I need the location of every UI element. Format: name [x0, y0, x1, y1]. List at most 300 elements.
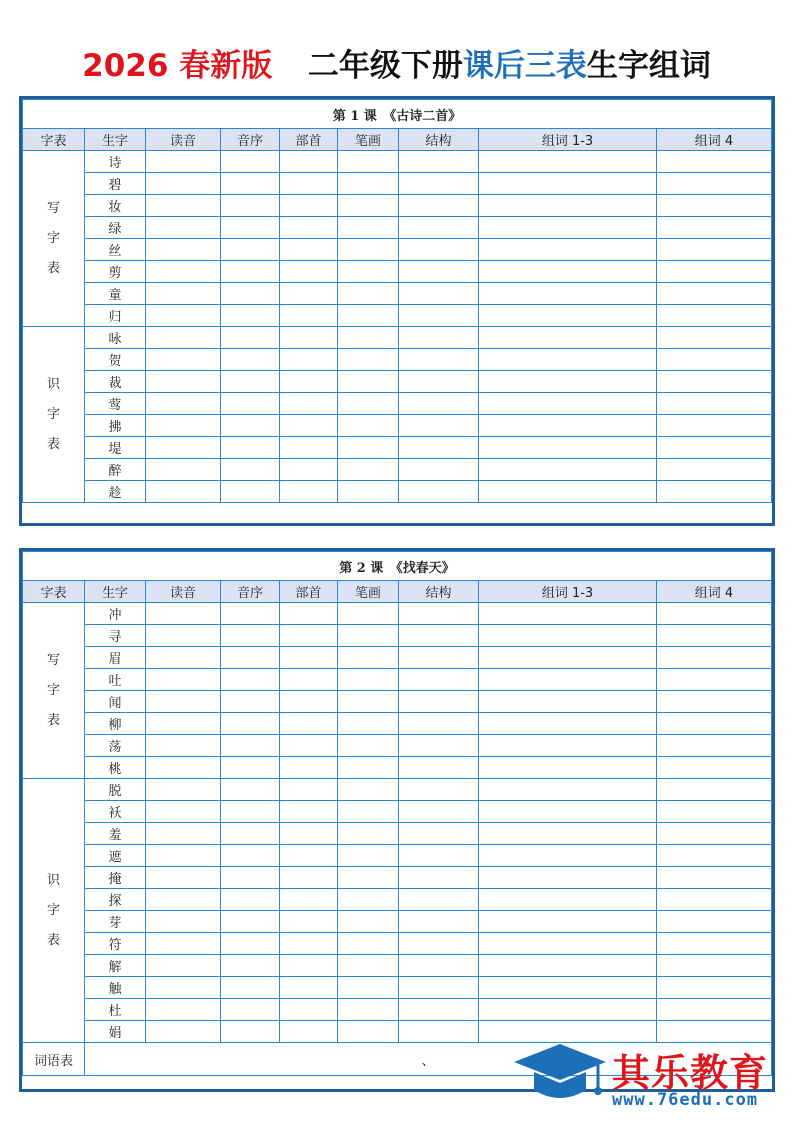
yinxu-cell[interactable] [221, 933, 280, 955]
duyin-cell[interactable] [146, 867, 221, 889]
write-label-char: 表 [46, 712, 60, 728]
zuci-1-3-cell[interactable] [479, 349, 657, 371]
yinxu-cell[interactable] [221, 217, 280, 239]
shengzi-cell: 丝 [85, 239, 146, 261]
yinxu-cell[interactable] [221, 867, 280, 889]
shengzi-cell: 醉 [85, 459, 146, 481]
duyin-cell[interactable] [146, 823, 221, 845]
yinxu-cell[interactable] [221, 437, 280, 459]
zuci-1-3-cell[interactable] [479, 151, 657, 173]
header-shengzi: 生字 [85, 129, 146, 151]
yinxu-cell[interactable] [221, 173, 280, 195]
jiegou-cell[interactable] [399, 437, 479, 459]
zuci-1-3-cell[interactable] [479, 779, 657, 801]
shengzi-cell: 符 [85, 933, 146, 955]
jiegou-cell[interactable] [399, 283, 479, 305]
yinxu-cell[interactable] [221, 691, 280, 713]
jiegou-cell[interactable] [399, 713, 479, 735]
jiegou-cell[interactable] [399, 239, 479, 261]
duyin-cell[interactable] [146, 173, 221, 195]
table-row [23, 625, 772, 647]
read-group-label [23, 327, 85, 503]
jiegou-cell[interactable] [399, 415, 479, 437]
duyin-cell[interactable] [146, 977, 221, 999]
jiegou-cell[interactable] [399, 459, 479, 481]
zuci-1-3-cell[interactable] [479, 867, 657, 889]
write-group-label [23, 603, 85, 779]
yinxu-cell[interactable] [221, 977, 280, 999]
shengzi-cell: 羞 [85, 823, 146, 845]
yinxu-cell[interactable] [221, 889, 280, 911]
jiegou-cell[interactable] [399, 757, 479, 779]
jiegou-cell[interactable] [399, 481, 479, 503]
duyin-cell[interactable] [146, 801, 221, 823]
logo-name: 其乐教育 [612, 1051, 769, 1095]
jiegou-cell[interactable] [399, 261, 479, 283]
header-jiegou: 结构 [399, 129, 479, 151]
duyin-cell[interactable] [146, 757, 221, 779]
jiegou-cell[interactable] [399, 1021, 479, 1043]
bushou-cell[interactable] [280, 823, 338, 845]
zuci-1-3-cell[interactable] [479, 691, 657, 713]
zuci-4-cell[interactable] [657, 217, 772, 239]
bushou-cell[interactable] [280, 283, 338, 305]
bihua-cell[interactable] [338, 349, 399, 371]
jiegou-cell[interactable] [399, 911, 479, 933]
duyin-cell[interactable] [146, 999, 221, 1021]
bushou-cell[interactable] [280, 669, 338, 691]
zuci-1-3-cell[interactable] [479, 305, 657, 327]
shengzi-cell: 柳 [85, 713, 146, 735]
zuci-1-3-cell[interactable] [479, 239, 657, 261]
zuci-1-3-cell[interactable] [479, 999, 657, 1021]
table-row [23, 195, 772, 217]
jiegou-cell[interactable] [399, 801, 479, 823]
duyin-cell[interactable] [146, 955, 221, 977]
bihua-cell[interactable] [338, 603, 399, 625]
bihua-cell[interactable] [338, 305, 399, 327]
yinxu-cell[interactable] [221, 371, 280, 393]
zuci-4-cell[interactable] [657, 305, 772, 327]
zuci-4-cell[interactable] [657, 151, 772, 173]
duyin-cell[interactable] [146, 217, 221, 239]
zuci-1-3-cell[interactable] [479, 173, 657, 195]
bihua-cell[interactable] [338, 371, 399, 393]
zuci-1-3-cell[interactable] [479, 713, 657, 735]
duyin-cell[interactable] [146, 349, 221, 371]
yinxu-cell[interactable] [221, 625, 280, 647]
bushou-cell[interactable] [280, 691, 338, 713]
table-row [23, 801, 772, 823]
duyin-cell[interactable] [146, 889, 221, 911]
zuci-1-3-cell[interactable] [479, 911, 657, 933]
yinxu-cell[interactable] [221, 1021, 280, 1043]
duyin-cell[interactable] [146, 911, 221, 933]
shengzi-cell: 触 [85, 977, 146, 999]
jiegou-cell[interactable] [399, 823, 479, 845]
jiegou-cell[interactable] [399, 349, 479, 371]
bihua-cell[interactable] [338, 1021, 399, 1043]
zuci-1-3-cell[interactable] [479, 977, 657, 999]
bushou-cell[interactable] [280, 911, 338, 933]
duyin-cell[interactable] [146, 779, 221, 801]
zuci-4-cell[interactable] [657, 735, 772, 757]
duyin-cell[interactable] [146, 691, 221, 713]
bihua-cell[interactable] [338, 327, 399, 349]
zuci-1-3-cell[interactable] [479, 823, 657, 845]
zuci-1-3-cell[interactable] [479, 481, 657, 503]
zuci-1-3-cell[interactable] [479, 437, 657, 459]
read-group-label [23, 779, 85, 1043]
zuci-1-3-cell[interactable] [479, 459, 657, 481]
zuci-1-3-cell[interactable] [479, 371, 657, 393]
jiegou-cell[interactable] [399, 735, 479, 757]
bushou-cell[interactable] [280, 371, 338, 393]
zuci-4-cell[interactable] [657, 691, 772, 713]
logo [510, 1040, 785, 1114]
yinxu-cell[interactable] [221, 327, 280, 349]
bushou-cell[interactable] [280, 757, 338, 779]
jiegou-cell[interactable] [399, 217, 479, 239]
lesson1-grid [22, 99, 772, 503]
bushou-cell[interactable] [280, 349, 338, 371]
ciyu-field[interactable]: 、 [85, 1043, 772, 1076]
bihua-cell[interactable] [338, 955, 399, 977]
bushou-cell[interactable] [280, 625, 338, 647]
bushou-cell[interactable] [280, 999, 338, 1021]
yinxu-cell[interactable] [221, 393, 280, 415]
zuci-1-3-cell[interactable] [479, 647, 657, 669]
jiegou-cell[interactable] [399, 845, 479, 867]
bushou-cell[interactable] [280, 977, 338, 999]
jiegou-cell[interactable] [399, 173, 479, 195]
bihua-cell[interactable] [338, 195, 399, 217]
jiegou-cell[interactable] [399, 889, 479, 911]
duyin-cell[interactable] [146, 459, 221, 481]
zuci-1-3-cell[interactable] [479, 195, 657, 217]
yinxu-cell[interactable] [221, 757, 280, 779]
yinxu-cell[interactable] [221, 955, 280, 977]
zuci-4-cell[interactable] [657, 437, 772, 459]
zuci-4-cell[interactable] [657, 801, 772, 823]
write-group-label [23, 151, 85, 327]
bushou-cell[interactable] [280, 393, 338, 415]
zuci-1-3-cell[interactable] [479, 261, 657, 283]
yinxu-cell[interactable] [221, 999, 280, 1021]
jiegou-cell[interactable] [399, 691, 479, 713]
duyin-cell[interactable] [146, 625, 221, 647]
zuci-1-3-cell[interactable] [479, 757, 657, 779]
table-row [23, 713, 772, 735]
bushou-cell[interactable] [280, 481, 338, 503]
table-row [23, 999, 772, 1021]
shengzi-cell: 咏 [85, 327, 146, 349]
bushou-cell[interactable] [280, 933, 338, 955]
duyin-cell[interactable] [146, 393, 221, 415]
bihua-cell[interactable] [338, 713, 399, 735]
duyin-cell[interactable] [146, 669, 221, 691]
zuci-4-cell[interactable] [657, 195, 772, 217]
yinxu-cell[interactable] [221, 801, 280, 823]
bushou-cell[interactable] [280, 437, 338, 459]
bihua-cell[interactable] [338, 999, 399, 1021]
bushou-cell[interactable] [280, 217, 338, 239]
yinxu-cell[interactable] [221, 911, 280, 933]
bihua-cell[interactable] [338, 933, 399, 955]
jiegou-cell[interactable] [399, 151, 479, 173]
bihua-cell[interactable] [338, 415, 399, 437]
bushou-cell[interactable] [280, 647, 338, 669]
zuci-4-cell[interactable] [657, 999, 772, 1021]
duyin-cell[interactable] [146, 151, 221, 173]
bushou-cell[interactable] [280, 603, 338, 625]
lesson2-grid [22, 551, 772, 1076]
read-label-char: 表 [46, 436, 60, 452]
bushou-cell[interactable] [280, 327, 338, 349]
zuci-4-cell[interactable] [657, 757, 772, 779]
bihua-cell[interactable] [338, 217, 399, 239]
jiegou-cell[interactable] [399, 393, 479, 415]
zuci-1-3-cell[interactable] [479, 393, 657, 415]
bushou-cell[interactable] [280, 889, 338, 911]
duyin-cell[interactable] [146, 327, 221, 349]
header-shengzi: 生字 [85, 581, 146, 603]
yinxu-cell[interactable] [221, 603, 280, 625]
table-row [23, 349, 772, 371]
yinxu-cell[interactable] [221, 669, 280, 691]
zuci-4-cell[interactable] [657, 889, 772, 911]
bushou-cell[interactable] [280, 779, 338, 801]
duyin-cell[interactable] [146, 603, 221, 625]
bushou-cell[interactable] [280, 239, 338, 261]
shengzi-cell: 吐 [85, 669, 146, 691]
duyin-cell[interactable] [146, 239, 221, 261]
bushou-cell[interactable] [280, 261, 338, 283]
yinxu-cell[interactable] [221, 845, 280, 867]
header-zuci-4: 组词 4 [657, 581, 772, 603]
shengzi-cell: 拂 [85, 415, 146, 437]
bihua-cell[interactable] [338, 437, 399, 459]
table-row [23, 977, 772, 999]
shengzi-cell: 裁 [85, 371, 146, 393]
duyin-cell[interactable] [146, 845, 221, 867]
header-bihua: 笔画 [338, 581, 399, 603]
duyin-cell[interactable] [146, 481, 221, 503]
jiegou-cell[interactable] [399, 999, 479, 1021]
shengzi-cell: 杜 [85, 999, 146, 1021]
zuci-1-3-cell[interactable] [479, 217, 657, 239]
lesson2-title: 第 2 课 《找春天》 [23, 552, 772, 581]
yinxu-cell[interactable] [221, 713, 280, 735]
bihua-cell[interactable] [338, 801, 399, 823]
jiegou-cell[interactable] [399, 305, 479, 327]
bushou-cell[interactable] [280, 459, 338, 481]
bihua-cell[interactable] [338, 779, 399, 801]
shengzi-cell: 遮 [85, 845, 146, 867]
jiegou-cell[interactable] [399, 625, 479, 647]
zuci-4-cell[interactable] [657, 459, 772, 481]
jiegou-cell[interactable] [399, 669, 479, 691]
yinxu-cell[interactable] [221, 151, 280, 173]
zuci-4-cell[interactable] [657, 283, 772, 305]
bihua-cell[interactable] [338, 393, 399, 415]
bushou-cell[interactable] [280, 845, 338, 867]
duyin-cell[interactable] [146, 305, 221, 327]
zuci-1-3-cell[interactable] [479, 669, 657, 691]
bihua-cell[interactable] [338, 867, 399, 889]
zuci-1-3-cell[interactable] [479, 801, 657, 823]
zuci-4-cell[interactable] [657, 481, 772, 503]
bihua-cell[interactable] [338, 261, 399, 283]
zuci-1-3-cell[interactable] [479, 603, 657, 625]
bushou-cell[interactable] [280, 955, 338, 977]
zuci-1-3-cell[interactable] [479, 845, 657, 867]
bihua-cell[interactable] [338, 151, 399, 173]
bihua-cell[interactable] [338, 977, 399, 999]
table-row [23, 845, 772, 867]
duyin-cell[interactable] [146, 437, 221, 459]
jiegou-cell[interactable] [399, 867, 479, 889]
bihua-cell[interactable] [338, 911, 399, 933]
zuci-4-cell[interactable] [657, 867, 772, 889]
yinxu-cell[interactable] [221, 283, 280, 305]
jiegou-cell[interactable] [399, 933, 479, 955]
zuci-4-cell[interactable] [657, 625, 772, 647]
bihua-cell[interactable] [338, 173, 399, 195]
zuci-4-cell[interactable] [657, 779, 772, 801]
zuci-1-3-cell[interactable] [479, 955, 657, 977]
yinxu-cell[interactable] [221, 647, 280, 669]
bushou-cell[interactable] [280, 151, 338, 173]
yinxu-cell[interactable] [221, 305, 280, 327]
jiegou-cell[interactable] [399, 779, 479, 801]
jiegou-cell[interactable] [399, 647, 479, 669]
bihua-cell[interactable] [338, 889, 399, 911]
bihua-cell[interactable] [338, 625, 399, 647]
yinxu-cell[interactable] [221, 735, 280, 757]
bushou-cell[interactable] [280, 305, 338, 327]
yinxu-cell[interactable] [221, 415, 280, 437]
zuci-4-cell[interactable] [657, 823, 772, 845]
zuci-1-3-cell[interactable] [479, 415, 657, 437]
zuci-4-cell[interactable] [657, 647, 772, 669]
jiegou-cell[interactable] [399, 603, 479, 625]
zuci-4-cell[interactable] [657, 603, 772, 625]
zuci-1-3-cell[interactable] [479, 327, 657, 349]
bihua-cell[interactable] [338, 283, 399, 305]
bihua-cell[interactable] [338, 757, 399, 779]
zuci-4-cell[interactable] [657, 977, 772, 999]
zuci-4-cell[interactable] [657, 327, 772, 349]
table-row [23, 669, 772, 691]
bushou-cell[interactable] [280, 415, 338, 437]
bihua-cell[interactable] [338, 647, 399, 669]
table-row [23, 955, 772, 977]
bushou-cell[interactable] [280, 1021, 338, 1043]
zuci-4-cell[interactable] [657, 239, 772, 261]
bihua-cell[interactable] [338, 481, 399, 503]
jiegou-cell[interactable] [399, 371, 479, 393]
bushou-cell[interactable] [280, 867, 338, 889]
yinxu-cell[interactable] [221, 195, 280, 217]
zuci-4-cell[interactable] [657, 415, 772, 437]
duyin-cell[interactable] [146, 713, 221, 735]
bihua-cell[interactable] [338, 845, 399, 867]
duyin-cell[interactable] [146, 1021, 221, 1043]
header-duyin: 读音 [146, 581, 221, 603]
zuci-1-3-cell[interactable] [479, 735, 657, 757]
table-row [23, 459, 772, 481]
bihua-cell[interactable] [338, 239, 399, 261]
zuci-4-cell[interactable] [657, 713, 772, 735]
yinxu-cell[interactable] [221, 459, 280, 481]
yinxu-cell[interactable] [221, 349, 280, 371]
shengzi-cell: 桃 [85, 757, 146, 779]
zuci-4-cell[interactable] [657, 349, 772, 371]
yinxu-cell[interactable] [221, 261, 280, 283]
duyin-cell[interactable] [146, 415, 221, 437]
zuci-4-cell[interactable] [657, 845, 772, 867]
bihua-cell[interactable] [338, 669, 399, 691]
table-row [23, 735, 772, 757]
zuci-1-3-cell[interactable] [479, 283, 657, 305]
bushou-cell[interactable] [280, 195, 338, 217]
zuci-1-3-cell[interactable] [479, 889, 657, 911]
bushou-cell[interactable] [280, 173, 338, 195]
bushou-cell[interactable] [280, 735, 338, 757]
zuci-4-cell[interactable] [657, 955, 772, 977]
table-row [23, 757, 772, 779]
header-duyin: 读音 [146, 129, 221, 151]
zuci-4-cell[interactable] [657, 393, 772, 415]
duyin-cell[interactable] [146, 735, 221, 757]
jiegou-cell[interactable] [399, 977, 479, 999]
title-part-san: 三表 [524, 48, 587, 84]
duyin-cell[interactable] [146, 371, 221, 393]
duyin-cell[interactable] [146, 261, 221, 283]
zuci-4-cell[interactable] [657, 173, 772, 195]
bihua-cell[interactable] [338, 735, 399, 757]
zuci-4-cell[interactable] [657, 933, 772, 955]
lesson2-table [19, 548, 775, 1092]
zuci-4-cell[interactable] [657, 371, 772, 393]
yinxu-cell[interactable] [221, 481, 280, 503]
duyin-cell[interactable] [146, 283, 221, 305]
jiegou-cell[interactable] [399, 955, 479, 977]
yinxu-cell[interactable] [221, 779, 280, 801]
bushou-cell[interactable] [280, 801, 338, 823]
duyin-cell[interactable] [146, 647, 221, 669]
zuci-1-3-cell[interactable] [479, 625, 657, 647]
zuci-4-cell[interactable] [657, 911, 772, 933]
jiegou-cell[interactable] [399, 327, 479, 349]
zuci-4-cell[interactable] [657, 669, 772, 691]
bihua-cell[interactable] [338, 691, 399, 713]
yinxu-cell[interactable] [221, 239, 280, 261]
shengzi-cell: 袄 [85, 801, 146, 823]
shengzi-cell: 绿 [85, 217, 146, 239]
jiegou-cell[interactable] [399, 195, 479, 217]
yinxu-cell[interactable] [221, 823, 280, 845]
duyin-cell[interactable] [146, 195, 221, 217]
bihua-cell[interactable] [338, 823, 399, 845]
zuci-4-cell[interactable] [657, 261, 772, 283]
shengzi-cell: 寻 [85, 625, 146, 647]
zuci-1-3-cell[interactable] [479, 933, 657, 955]
bushou-cell[interactable] [280, 713, 338, 735]
duyin-cell[interactable] [146, 933, 221, 955]
bihua-cell[interactable] [338, 459, 399, 481]
